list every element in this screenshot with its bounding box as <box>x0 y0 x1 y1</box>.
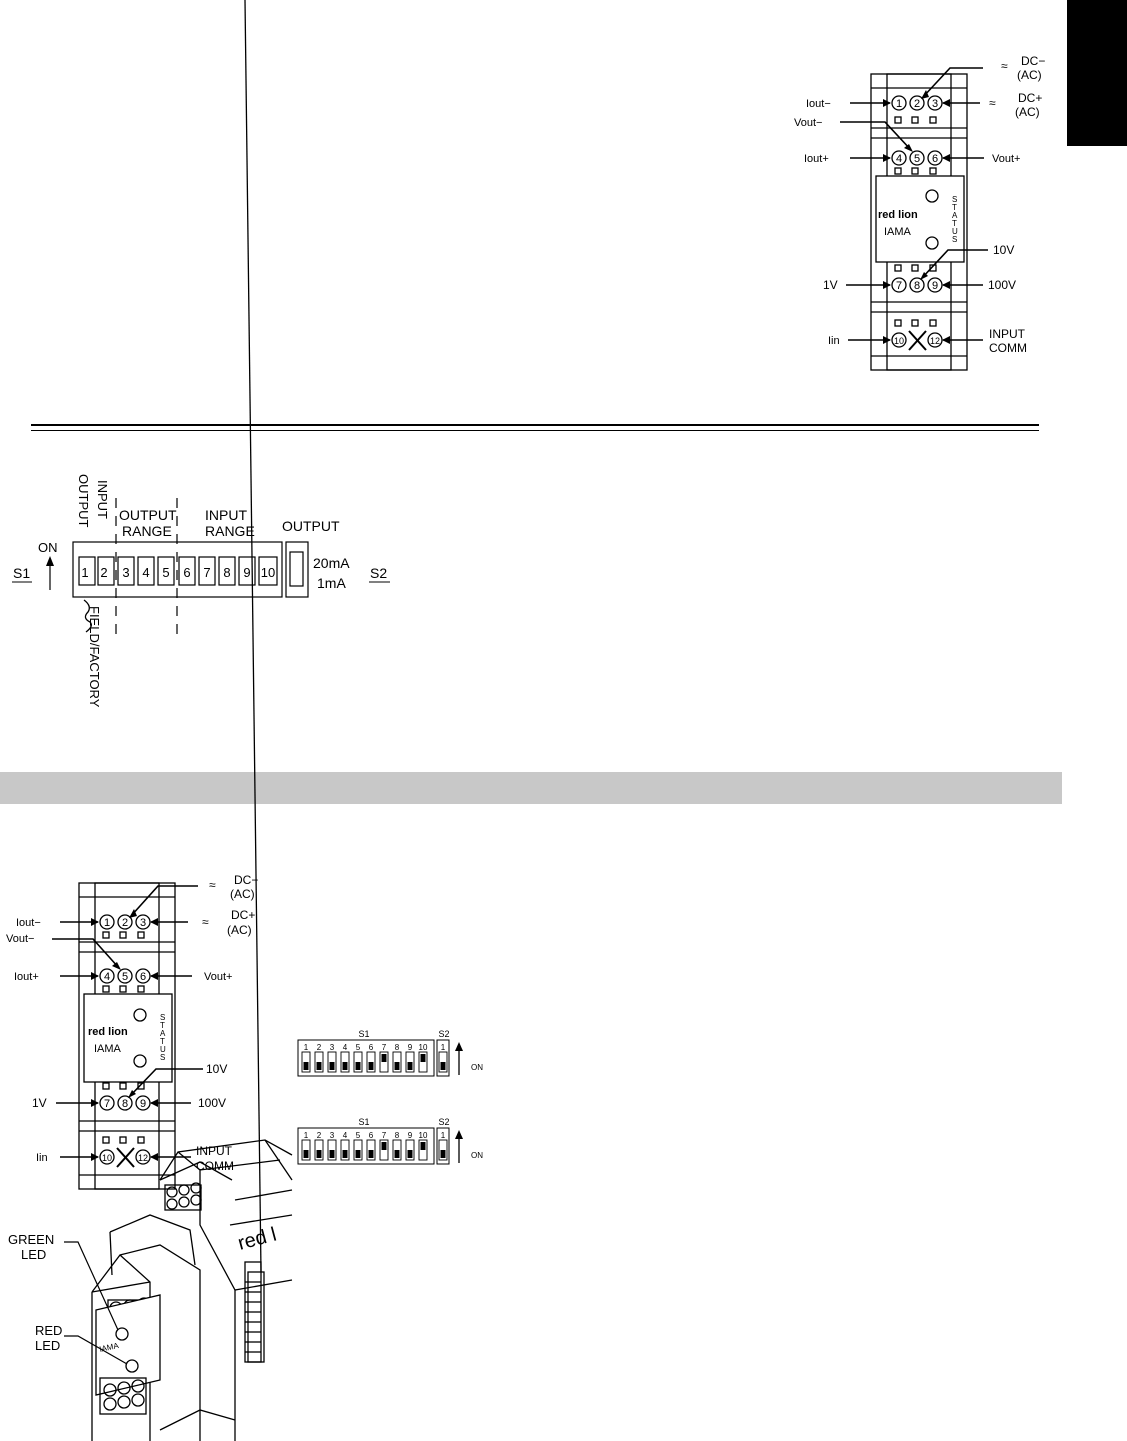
terminal-4: 4 <box>103 971 111 983</box>
s1-label: S1 <box>13 565 31 581</box>
status-letter: A <box>160 1029 166 1038</box>
green-led-label-2: LED <box>21 1247 47 1262</box>
switch-number: 6 <box>183 565 191 580</box>
dc-minus-ac-label: (AC) <box>1017 68 1042 82</box>
dip-switch-examples <box>290 1025 500 1180</box>
on-arrow-head-icon <box>455 1130 463 1139</box>
status-letter: S <box>160 1013 166 1022</box>
s1-label: S1 <box>358 1117 370 1127</box>
dip-switch-off-indicator <box>304 1150 309 1158</box>
switch-number: 1 <box>81 565 89 580</box>
switch-number: 2 <box>100 565 108 580</box>
switch-number: 7 <box>203 565 211 580</box>
switch-legend-diagram <box>0 470 400 745</box>
switch-number: 4 <box>142 565 150 580</box>
s1-label: S1 <box>358 1029 370 1039</box>
dip-switch-off-indicator <box>395 1150 400 1158</box>
dc-plus-ac-label: (AC) <box>227 923 252 937</box>
terminal-10: 10 <box>101 1153 113 1163</box>
input-comm-label-2: COMM <box>989 341 1027 355</box>
terminal-9: 9 <box>931 280 939 292</box>
dip-switch-off-indicator <box>317 1062 322 1070</box>
status-letter: U <box>160 1045 166 1054</box>
dip-switch-number: 1 <box>303 1043 309 1052</box>
dip-switch-number: 4 <box>342 1043 348 1052</box>
vout-minus-label: Vout− <box>794 117 823 129</box>
dip-switch-on-indicator <box>382 1054 387 1062</box>
output-vertical-label: OUTPUT <box>76 474 91 528</box>
input-comm-label-1: INPUT <box>196 1144 232 1158</box>
dip-switch-number: 1 <box>440 1131 446 1140</box>
10v-label: 10V <box>993 243 1015 257</box>
output-range-label-2: RANGE <box>122 523 172 539</box>
option-1ma-label: 1mA <box>317 575 346 591</box>
dip-switch-number: 8 <box>394 1043 400 1052</box>
status-letter: S <box>952 195 958 204</box>
wiring-diagram-top <box>760 50 1060 380</box>
dip-switch-off-indicator <box>369 1062 374 1070</box>
dip-switch-off-indicator <box>317 1150 322 1158</box>
terminal-9: 9 <box>139 1098 147 1110</box>
terminal-7: 7 <box>895 280 903 292</box>
100v-label: 100V <box>198 1096 227 1110</box>
vout-plus-label: Vout+ <box>992 153 1021 165</box>
dc-minus-label: DC− <box>1021 54 1046 68</box>
dip-switch-on-indicator <box>382 1142 387 1150</box>
dip-switch-off-indicator <box>330 1150 335 1158</box>
iout-plus-label: Iout+ <box>804 153 829 165</box>
terminal-8: 8 <box>121 1098 129 1110</box>
dip-switch-off-indicator <box>441 1062 446 1070</box>
brand-logo: red lion <box>88 1026 128 1038</box>
section-tab <box>1067 0 1127 146</box>
dip-switch-off-indicator <box>343 1062 348 1070</box>
terminal-5: 5 <box>913 153 921 165</box>
on-label: ON <box>38 540 58 555</box>
dip-switch-number: 9 <box>407 1043 413 1052</box>
section-rule <box>31 424 1039 426</box>
tilde-1: ≈ <box>209 878 216 892</box>
tilde-2: ≈ <box>202 915 209 929</box>
dip-switch-off-indicator <box>330 1062 335 1070</box>
dc-minus-label: DC− <box>234 873 259 887</box>
iin-label: Iin <box>36 1152 48 1164</box>
dip-switch-number: 10 <box>418 1131 428 1140</box>
iout-minus-label: Iout− <box>16 917 41 929</box>
dip-switch-number: 7 <box>381 1043 387 1052</box>
s2-label: S2 <box>438 1117 450 1127</box>
wiring-diagram-bottom <box>0 810 290 1173</box>
dip-switch-number: 1 <box>303 1131 309 1140</box>
dip-switch-on-indicator <box>421 1142 426 1150</box>
dc-plus-label: DC+ <box>1018 91 1043 105</box>
dc-plus-ac-label: (AC) <box>1015 105 1040 119</box>
output-title-label: OUTPUT <box>282 518 340 534</box>
1v-label: 1V <box>32 1096 47 1110</box>
dip-switch-number: 7 <box>381 1131 387 1140</box>
100v-label: 100V <box>988 278 1017 292</box>
model-label: IAMA <box>884 226 911 238</box>
input-vertical-label: INPUT <box>95 480 110 519</box>
dip-switch-off-indicator <box>441 1150 446 1158</box>
terminal-12: 12 <box>929 336 941 346</box>
terminal-3: 3 <box>139 917 147 929</box>
10v-label: 10V <box>206 1062 228 1076</box>
option-20ma-label: 20mA <box>313 555 350 571</box>
iout-minus-label: Iout− <box>806 98 831 110</box>
status-letter: U <box>952 227 958 236</box>
brand-logo: red lion <box>878 209 918 221</box>
input-comm-label-2: COMM <box>196 1159 234 1173</box>
terminal-7: 7 <box>103 1098 111 1110</box>
on-arrow-head-icon <box>455 1042 463 1051</box>
switch-number: 3 <box>122 565 130 580</box>
dip-switch-number: 10 <box>418 1043 428 1052</box>
1v-label: 1V <box>823 278 838 292</box>
on-arrow-icon <box>46 556 54 566</box>
vout-plus-label: Vout+ <box>204 971 233 983</box>
dc-plus-label: DC+ <box>231 908 256 922</box>
dip-switch-off-indicator <box>356 1150 361 1158</box>
dc-minus-ac-label: (AC) <box>230 887 255 901</box>
dip-switch-number: 9 <box>407 1131 413 1140</box>
s2-switch-block <box>286 542 308 597</box>
dip-switch-off-indicator <box>356 1062 361 1070</box>
status-letter: S <box>952 235 958 244</box>
terminal-1: 1 <box>103 917 111 929</box>
iin-label: Iin <box>828 335 840 347</box>
dip-switch-number: 8 <box>394 1131 400 1140</box>
status-letter: T <box>952 219 957 228</box>
input-comm-label-1: INPUT <box>989 327 1025 341</box>
status-letter: A <box>952 211 958 220</box>
dip-switch-number: 1 <box>440 1043 446 1052</box>
terminal-6: 6 <box>139 971 147 983</box>
section-rule-thin <box>31 430 1039 431</box>
green-led-label-1: GREEN <box>8 1232 55 1247</box>
output-range-label-1: OUTPUT <box>119 507 177 523</box>
dip-switch-number: 5 <box>355 1043 361 1052</box>
terminal-2: 2 <box>913 98 921 110</box>
dip-switch-off-indicator <box>408 1062 413 1070</box>
terminal-4: 4 <box>895 153 903 165</box>
terminal-6: 6 <box>931 153 939 165</box>
dip-switch-off-indicator <box>408 1150 413 1158</box>
terminal-2: 2 <box>121 917 129 929</box>
status-letter: T <box>160 1021 165 1030</box>
dip-switch-off-indicator <box>343 1150 348 1158</box>
field-factory-label: FIELD/FACTORY <box>87 606 102 708</box>
red-led-label-2: LED <box>35 1338 61 1353</box>
status-letter: T <box>160 1037 165 1046</box>
status-letter: S <box>160 1053 166 1062</box>
tilde-2: ≈ <box>989 96 996 110</box>
terminal-12: 12 <box>137 1153 149 1163</box>
section-header-bar <box>0 772 1062 804</box>
device-brand-text: red l <box>235 1223 279 1255</box>
terminal-10: 10 <box>893 336 905 346</box>
device-model-text: IAMA <box>98 1341 120 1354</box>
input-range-label-1: INPUT <box>205 507 247 523</box>
iout-plus-label: Iout+ <box>14 971 39 983</box>
dip-switch-off-indicator <box>395 1062 400 1070</box>
dip-switch-number: 4 <box>342 1131 348 1140</box>
switch-number: 5 <box>162 565 170 580</box>
terminal-8: 8 <box>913 280 921 292</box>
red-led-label-1: RED <box>35 1323 63 1338</box>
dip-switch-number: 6 <box>368 1131 374 1140</box>
dip-switch-number: 3 <box>329 1131 335 1140</box>
vout-minus-label: Vout− <box>6 933 35 945</box>
s2-label: S2 <box>438 1029 450 1039</box>
model-label: IAMA <box>94 1043 121 1055</box>
terminal-5: 5 <box>121 971 129 983</box>
input-range-label-2: RANGE <box>205 523 255 539</box>
on-label: ON <box>471 1151 483 1160</box>
s2-label: S2 <box>370 565 388 581</box>
dip-switch-number: 2 <box>316 1043 322 1052</box>
device-3d-illustration <box>0 1138 300 1441</box>
switch-number: 8 <box>223 565 231 580</box>
terminal-3: 3 <box>931 98 939 110</box>
terminal-1: 1 <box>895 98 903 110</box>
status-letter: T <box>952 203 957 212</box>
dip-switch-off-indicator <box>369 1150 374 1158</box>
switch-number: 10 <box>260 565 276 580</box>
tilde-1: ≈ <box>1001 59 1008 73</box>
dip-switch-off-indicator <box>304 1062 309 1070</box>
switch-number: 9 <box>243 565 251 580</box>
dip-switch-number: 5 <box>355 1131 361 1140</box>
dip-switch-number: 6 <box>368 1043 374 1052</box>
dip-switch-number: 3 <box>329 1043 335 1052</box>
dip-switch-number: 2 <box>316 1131 322 1140</box>
dip-switch-on-indicator <box>421 1054 426 1062</box>
on-label: ON <box>471 1063 483 1072</box>
